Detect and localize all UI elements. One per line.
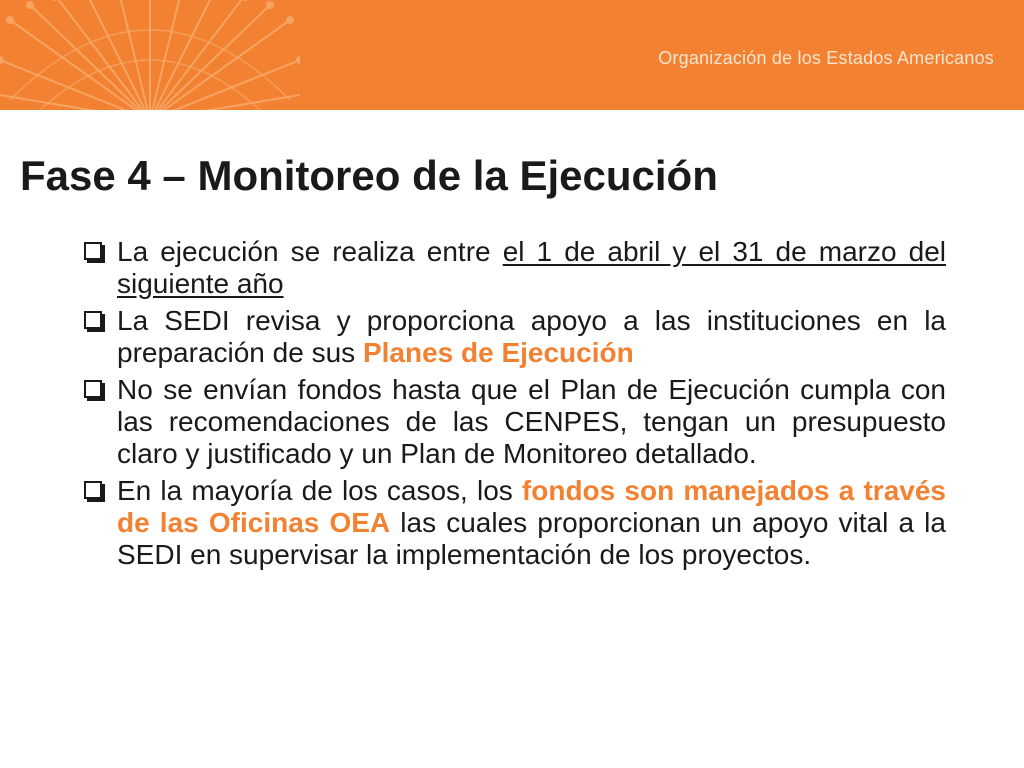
organization-name: Organización de los Estados Americanos xyxy=(658,48,994,68)
bullet-text-part: En la mayoría de los casos, los xyxy=(117,475,522,506)
execution-period-underlined: el 1 de abril y el 31 de marzo del siguiente año xyxy=(117,236,946,299)
bullet-text xyxy=(117,374,946,470)
checkbox-bullet-icon xyxy=(84,242,102,260)
bullet-list xyxy=(84,236,946,576)
bullet-item-funds-condition xyxy=(84,374,946,470)
bullet-text-part: La ejecución se realiza entre xyxy=(117,236,503,267)
bullet-text-part: No se envían fondos hasta que el Plan de Ejecución cumpla con las recomendaciones de las CENPES, tengan un presupuesto claro y justificado y un Plan de Monitoreo detallado. xyxy=(117,374,946,469)
checkbox-bullet-icon xyxy=(84,311,102,329)
header-band xyxy=(0,0,1024,110)
slide-title: Fase 4 – Monitoreo de la Ejecución xyxy=(20,152,718,199)
execution-plans-highlight: Planes de Ejecución xyxy=(362,337,634,368)
checkbox-bullet-icon xyxy=(84,380,102,398)
bullet-text xyxy=(117,475,946,571)
checkbox-bullet-icon xyxy=(84,481,102,499)
bullet-text xyxy=(117,305,946,369)
bullet-text-part: las cuales proporcionan un apoyo vital a la SEDI en supervisar la implementación de los proyectos. xyxy=(117,507,946,570)
bullet-text-part: La SEDI revisa y proporciona apoyo a las instituciones en la preparación de sus xyxy=(117,305,946,368)
oas-offices-highlight: fondos son manejados a través de las Oficinas OEA xyxy=(117,475,946,538)
bullet-text xyxy=(117,236,946,300)
bullet-item-oas-offices xyxy=(84,475,946,571)
bullet-item-execution-period xyxy=(84,236,946,300)
oas-seal-rays-icon xyxy=(0,0,300,110)
bullet-item-sedi-support xyxy=(84,305,946,369)
